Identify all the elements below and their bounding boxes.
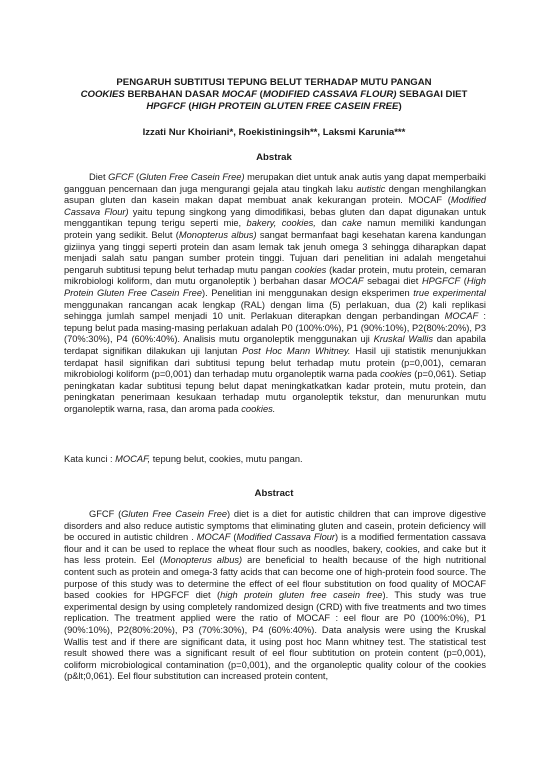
abstrak-heading: Abstrak: [256, 152, 292, 163]
title-line-1: PENGARUH SUBTITUSI TEPUNG BELUT TERHADAP MUTU PANGAN: [116, 77, 432, 88]
paper-title: [64, 77, 484, 113]
keywords-line: Kata kunci : MOCAF, tepung belut, cookies, mutu pangan.: [64, 454, 303, 464]
author-list: Izzati Nur Khoiriani*, Roekistiningsih**, Laksmi Karunia***: [142, 127, 406, 138]
title-line-2: COOKIES BERBAHAN DASAR MOCAF (MODIFIED CASSAVA FLOUR) SEBAGAI DIET: [80, 89, 468, 100]
abstract-paragraph: GFCF (Gluten Free Casein Free) diet is a diet for autistic children that can improve digestive disorders and also reduce autistic symptoms that eliminating gluten and casein, protein deficiency will be occured in autistic children . MOCAF (Modified Cassava Flour) is a modified fermentation cassava flour and it can be used to replace the wheat flour such as noodles, bakery, cookies, and cake but it has less protein. Eel (Monopterus albus) are beneficial to health because of the high nutritional content such as protein and omega-3 fatty acids that can become one of high-protein food source. The purpose of this study was to determine the effect of eel flour substitution on food quality of MOCAF based cookies for HPGFCF diet (high protein gluten free casein free). This study was true experimental design by using completely randomized design (CRD) with five treatments and two times replication. The treatment applied were the ratio of MOCAF : eel flour are P0 (100%:0%), P1 (90%:10%), P2(80%:20%), P3 (70%:30%), P4 (60%:40%). Data analysis were using the Kruskal Wallis test and if there are significant data, it using post hoc Mann whitney test. The statistical test result showed there was a significant result of eel flour subtitution on protein content (p=0,001), coliform microbiological contamination (p=0,001), and the organoleptic quality colour of the cookies (p&lt;0,061). Eel flour substitution can increased protein content,: [64, 509, 487, 682]
title-line-3: HPGFCF (HIGH PROTEIN GLUTEN FREE CASEIN FREE): [146, 101, 402, 112]
abstract-heading: Abstract: [254, 488, 294, 499]
abstrak-paragraph: Diet GFCF (Gluten Free Casein Free) merupakan diet untuk anak autis yang dapat memperbaiki gangguan pencernaan dan juga mengurangi gejala atau tingkah laku autistic dengan menghilangkan asupan gluten dan kasein makan dapat membuat anak kekurangan protein. MOCAF (Modified Cassava Flour) yaitu tepung singkong yang dimodifikasi, bebas gluten dan dapat digunakan untuk menggantikan tepung terigu seperti mie, bakery, cookies, dan cake namun memiliki kandungan protein yang sedikit. Belut (Monopterus albus) sangat bermanfaat bagi kesehatan karena kandungan giziinya yang tinggi seperti protein dan asam lemak tak jenuh omega 3 sehingga diharapkan dapat menjadi salah satu pangan sumber protein tinggi. Tujuan dari penelitian ini adalah mengetahui pengaruh subtitusi tepung belut terhadap mutu pangan cookies (kadar protein, mutu protein, cemaran mikrobiologi koliform, dan mutu organoleptik ) berbahan dasar MOCAF sebagai diet HPGFCF (High Protein Gluten Free Casein Free). Penelitian ini menggunakan design eksperimen true experimental menggunakan rancangan acak lengkap (RAL) dengan lima (5) perlakuan, dua (2) kali replikasi sehingga jumlah sampel menjadi 10 unit. Perlakuan diterapkan dengan perbandingan MOCAF : tepung belut pada masing-masing perlakuan adalah P0 (100%:0%), P1 (90%:10%), P2(80%:20%), P3 (70%:30%), P4 (60%:40%). Analisis mutu organoleptik menggunakan uji Kruskal Wallis dan apabila terdapat signifikan dilakukan uji lanjutan Post Hoc Mann Whitney. Hasil uji statistik menunjukkan terdapat hasil signifikan dari subtitusi tepung belut terhadap mutu protein (p=0,001), cemaran mikrobiologi koliform (p=0,001) dan terhadap mutu organoleptik warna pada cookies (p=0,061). Setiap peningkatan kadar subtitusi tepung belut dapat meningkatkatkan kadar protein, mutu protein, dan peningkatan penerimaan kesukaan terhadap mutu organoleptik tekstur, dan menurunkan mutu organoleptik warna, rasa, dan aroma pada cookies.: [64, 172, 487, 414]
